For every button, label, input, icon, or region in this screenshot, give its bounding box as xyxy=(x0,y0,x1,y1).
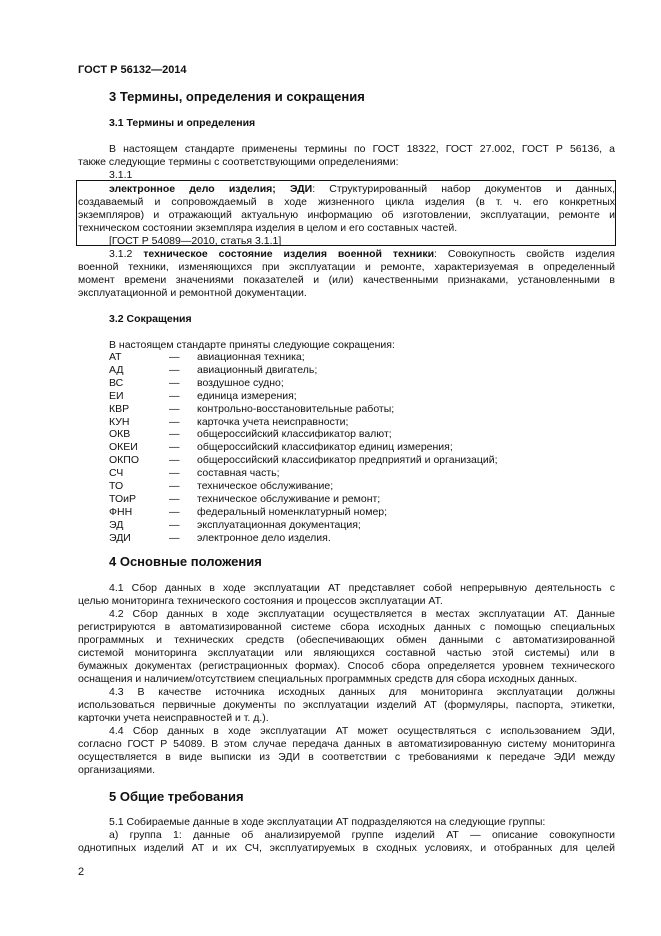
abbreviation-code: ОКЕИ xyxy=(109,441,138,454)
abbreviation-definition: техническое обслуживание и ремонт; xyxy=(197,492,381,505)
abbreviation-definition: карточка учета неисправности; xyxy=(197,415,349,428)
p42-line-6: оснащения и наличием/отсутствием специальных программных средств для сбора исходных данных. xyxy=(78,673,578,685)
abbreviation-dash: — xyxy=(169,441,180,454)
abbreviation-code: КВР xyxy=(109,402,130,415)
abbreviation-dash: — xyxy=(169,518,180,531)
p44-line-4: организациями. xyxy=(78,764,156,776)
abbreviation-definition: авиационный двигатель; xyxy=(197,363,318,376)
abbreviation-definition: воздушное судно; xyxy=(197,376,284,389)
abbreviation-code: ЕИ xyxy=(109,389,124,402)
p42-line-2: регистрируются в автоматизированной системе сбора исходных данных с помощью специальных xyxy=(78,621,615,633)
abbreviation-dash: — xyxy=(169,363,180,376)
abbreviation-code: ВС xyxy=(109,376,124,389)
abbreviation-code: АТ xyxy=(109,351,122,363)
p43-line-2: использоваться первичные документы по эксплуатации изделий АТ (формуляры, паспорта, этикетки, xyxy=(78,699,615,711)
abbreviation-definition: эксплуатационная документация; xyxy=(197,518,361,531)
abbreviation-definition: электронное дело изделия. xyxy=(197,531,331,544)
section-5-title: 5 Общие требования xyxy=(109,789,244,804)
abbreviation-definition: единица измерения; xyxy=(197,389,297,402)
p42-line-5: бумажных документах (регистрационных формах). Способ сбора определяется уровнем технического xyxy=(78,660,615,672)
term2-line-2: военной техники, изменяющихся при эксплуатации и ремонте, характеризуемая в определенный xyxy=(78,261,615,273)
abbreviation-dash: — xyxy=(169,376,180,389)
p51: 5.1 Собираемые данные в ходе эксплуатации АТ подразделяются на следующие группы: xyxy=(109,816,546,828)
p43-line-1: 4.3 В качестве источника исходных данных для мониторинга эксплуатации должны xyxy=(109,686,615,698)
intro-line-1: В настоящем стандарте применены термины по ГОСТ 18322, ГОСТ 27.002, ГОСТ Р 56136, а xyxy=(109,143,615,155)
abbreviation-definition: общероссийский классификатор предприятий и организаций; xyxy=(197,454,498,467)
p42-line-3: программных и технических средств (обеспечивающих обмен данными с автоматизированной xyxy=(78,634,615,646)
abbreviation-code: ТОиР xyxy=(109,492,136,505)
abbreviation-code: ОКВ xyxy=(109,428,131,441)
p44-line-3: осуществляется в виде выписки из ЭДИ в соответствии с требованиями к передаче ЭДИ между xyxy=(78,751,615,763)
document-header: ГОСТ Р 56132—2014 xyxy=(78,64,187,76)
abbreviation-definition: общероссийский классификатор единиц измерения; xyxy=(197,441,453,454)
p42-line-1: 4.2 Сбор данных в ходе эксплуатации осуществляется в местах эксплуатации АТ. Данные xyxy=(109,608,615,620)
abbreviation-definition: техническое обслуживание; xyxy=(197,480,334,492)
term2-line-1 xyxy=(78,248,615,261)
p43-line-3: карточки учета неисправностей и т. д.). xyxy=(78,712,269,724)
p44-line-1: 4.4 Сбор данных в ходе эксплуатации АТ может осуществляться с использованием ЭДИ, xyxy=(109,725,615,737)
section-3-title: 3 Термины, определения и сокращения xyxy=(109,89,365,104)
abbreviation-dash: — xyxy=(169,492,180,505)
pa-line-1: а) группа 1: данные об анализируемой группе изделий АТ — описание совокупности xyxy=(109,829,615,841)
p41-line-1: 4.1 Сбор данных в ходе эксплуатации АТ представляет собой непрерывную деятельность с xyxy=(109,582,615,594)
term1-line-2: создаваемый и сопровождаемый в ходе жизненного цикла изделия (в т. ч. его конкретных xyxy=(78,196,615,208)
pa-line-2: однотипных изделий АТ и их СЧ, эксплуатируемых в сходных условиях, и отобранных для целей xyxy=(78,842,615,854)
term1-line-3: экземпляров) и отражающий актуальную информацию об изготовлении, эксплуатации, ремонте и xyxy=(78,209,615,221)
abbreviation-code: ЭДИ xyxy=(109,531,131,544)
abbreviation-code: СЧ xyxy=(109,467,124,480)
term1-source: [ГОСТ Р 54089—2010, статья 3.1.1] xyxy=(109,235,282,247)
abbreviation-definition: авиационная техника; xyxy=(197,351,305,363)
page-number: 2 xyxy=(78,866,85,878)
abbreviation-definition: федеральный номенклатурный номер; xyxy=(197,505,388,518)
section-4-title: 4 Основные положения xyxy=(109,554,262,569)
abbreviation-dash: — xyxy=(169,428,180,441)
term2-number: 3.1.2 xyxy=(109,248,144,260)
intro-line-2: также следующие термины с соответствующими определениями: xyxy=(78,156,399,168)
abbreviation-dash: — xyxy=(169,389,180,402)
abbreviation-code: ФНН xyxy=(109,505,133,518)
term2-line-3: момент времени значениями показателей и (или) качественными признаками, установленными в xyxy=(78,274,615,286)
abbreviation-definition: составная часть; xyxy=(197,467,280,480)
p42-line-4: системой мониторинга эксплуатации или являющихся составной частью этой системы) или в xyxy=(78,647,615,659)
term1-line1-rest: : Структурированный набор документов и данных, xyxy=(312,183,615,195)
abbr-intro: В настоящем стандарте приняты следующие сокращения: xyxy=(109,339,395,351)
abbreviation-dash: — xyxy=(169,402,180,415)
abbreviation-code: ТО xyxy=(109,480,124,492)
term2-name: техническое состояние изделия военной техники xyxy=(143,248,435,260)
term2-line1-rest: : Совокупность свойств изделия xyxy=(434,248,615,260)
term1-name: электронное дело изделия; ЭДИ xyxy=(109,183,313,195)
abbreviation-definition: контрольно-восстановительные работы; xyxy=(197,402,395,415)
subsection-3-2-title: 3.2 Сокращения xyxy=(109,313,192,325)
abbreviation-code: КУН xyxy=(109,415,130,428)
abbreviation-dash: — xyxy=(169,531,180,544)
subsection-3-1-title: 3.1 Термины и определения xyxy=(109,117,256,129)
term2-line-4: эксплуатационной и ремонтной документации. xyxy=(78,287,307,299)
abbreviation-dash: — xyxy=(169,351,180,363)
p41-line-2: целью мониторинга технического состояния и процессов эксплуатации АТ. xyxy=(78,595,443,607)
clause-3-1-1: 3.1.1 xyxy=(109,169,133,181)
term1-line-4: техническом состоянии экземпляра изделия в целом и его составных частей. xyxy=(78,222,458,234)
abbreviation-dash: — xyxy=(169,480,180,492)
abbreviation-definition: общероссийский классификатор валют; xyxy=(197,428,392,441)
abbreviation-code: ОКПО xyxy=(109,454,139,467)
abbreviation-code: АД xyxy=(109,363,124,376)
abbreviation-code: ЭД xyxy=(109,518,124,531)
abbreviation-dash: — xyxy=(169,415,180,428)
abbreviation-dash: — xyxy=(169,454,180,467)
abbreviation-dash: — xyxy=(169,505,180,518)
abbreviation-dash: — xyxy=(169,467,180,480)
term1-line-1 xyxy=(78,183,615,196)
p44-line-2: согласно ГОСТ Р 54089. В этом случае передача данных в автоматизированную систему мониторинга xyxy=(78,738,615,750)
